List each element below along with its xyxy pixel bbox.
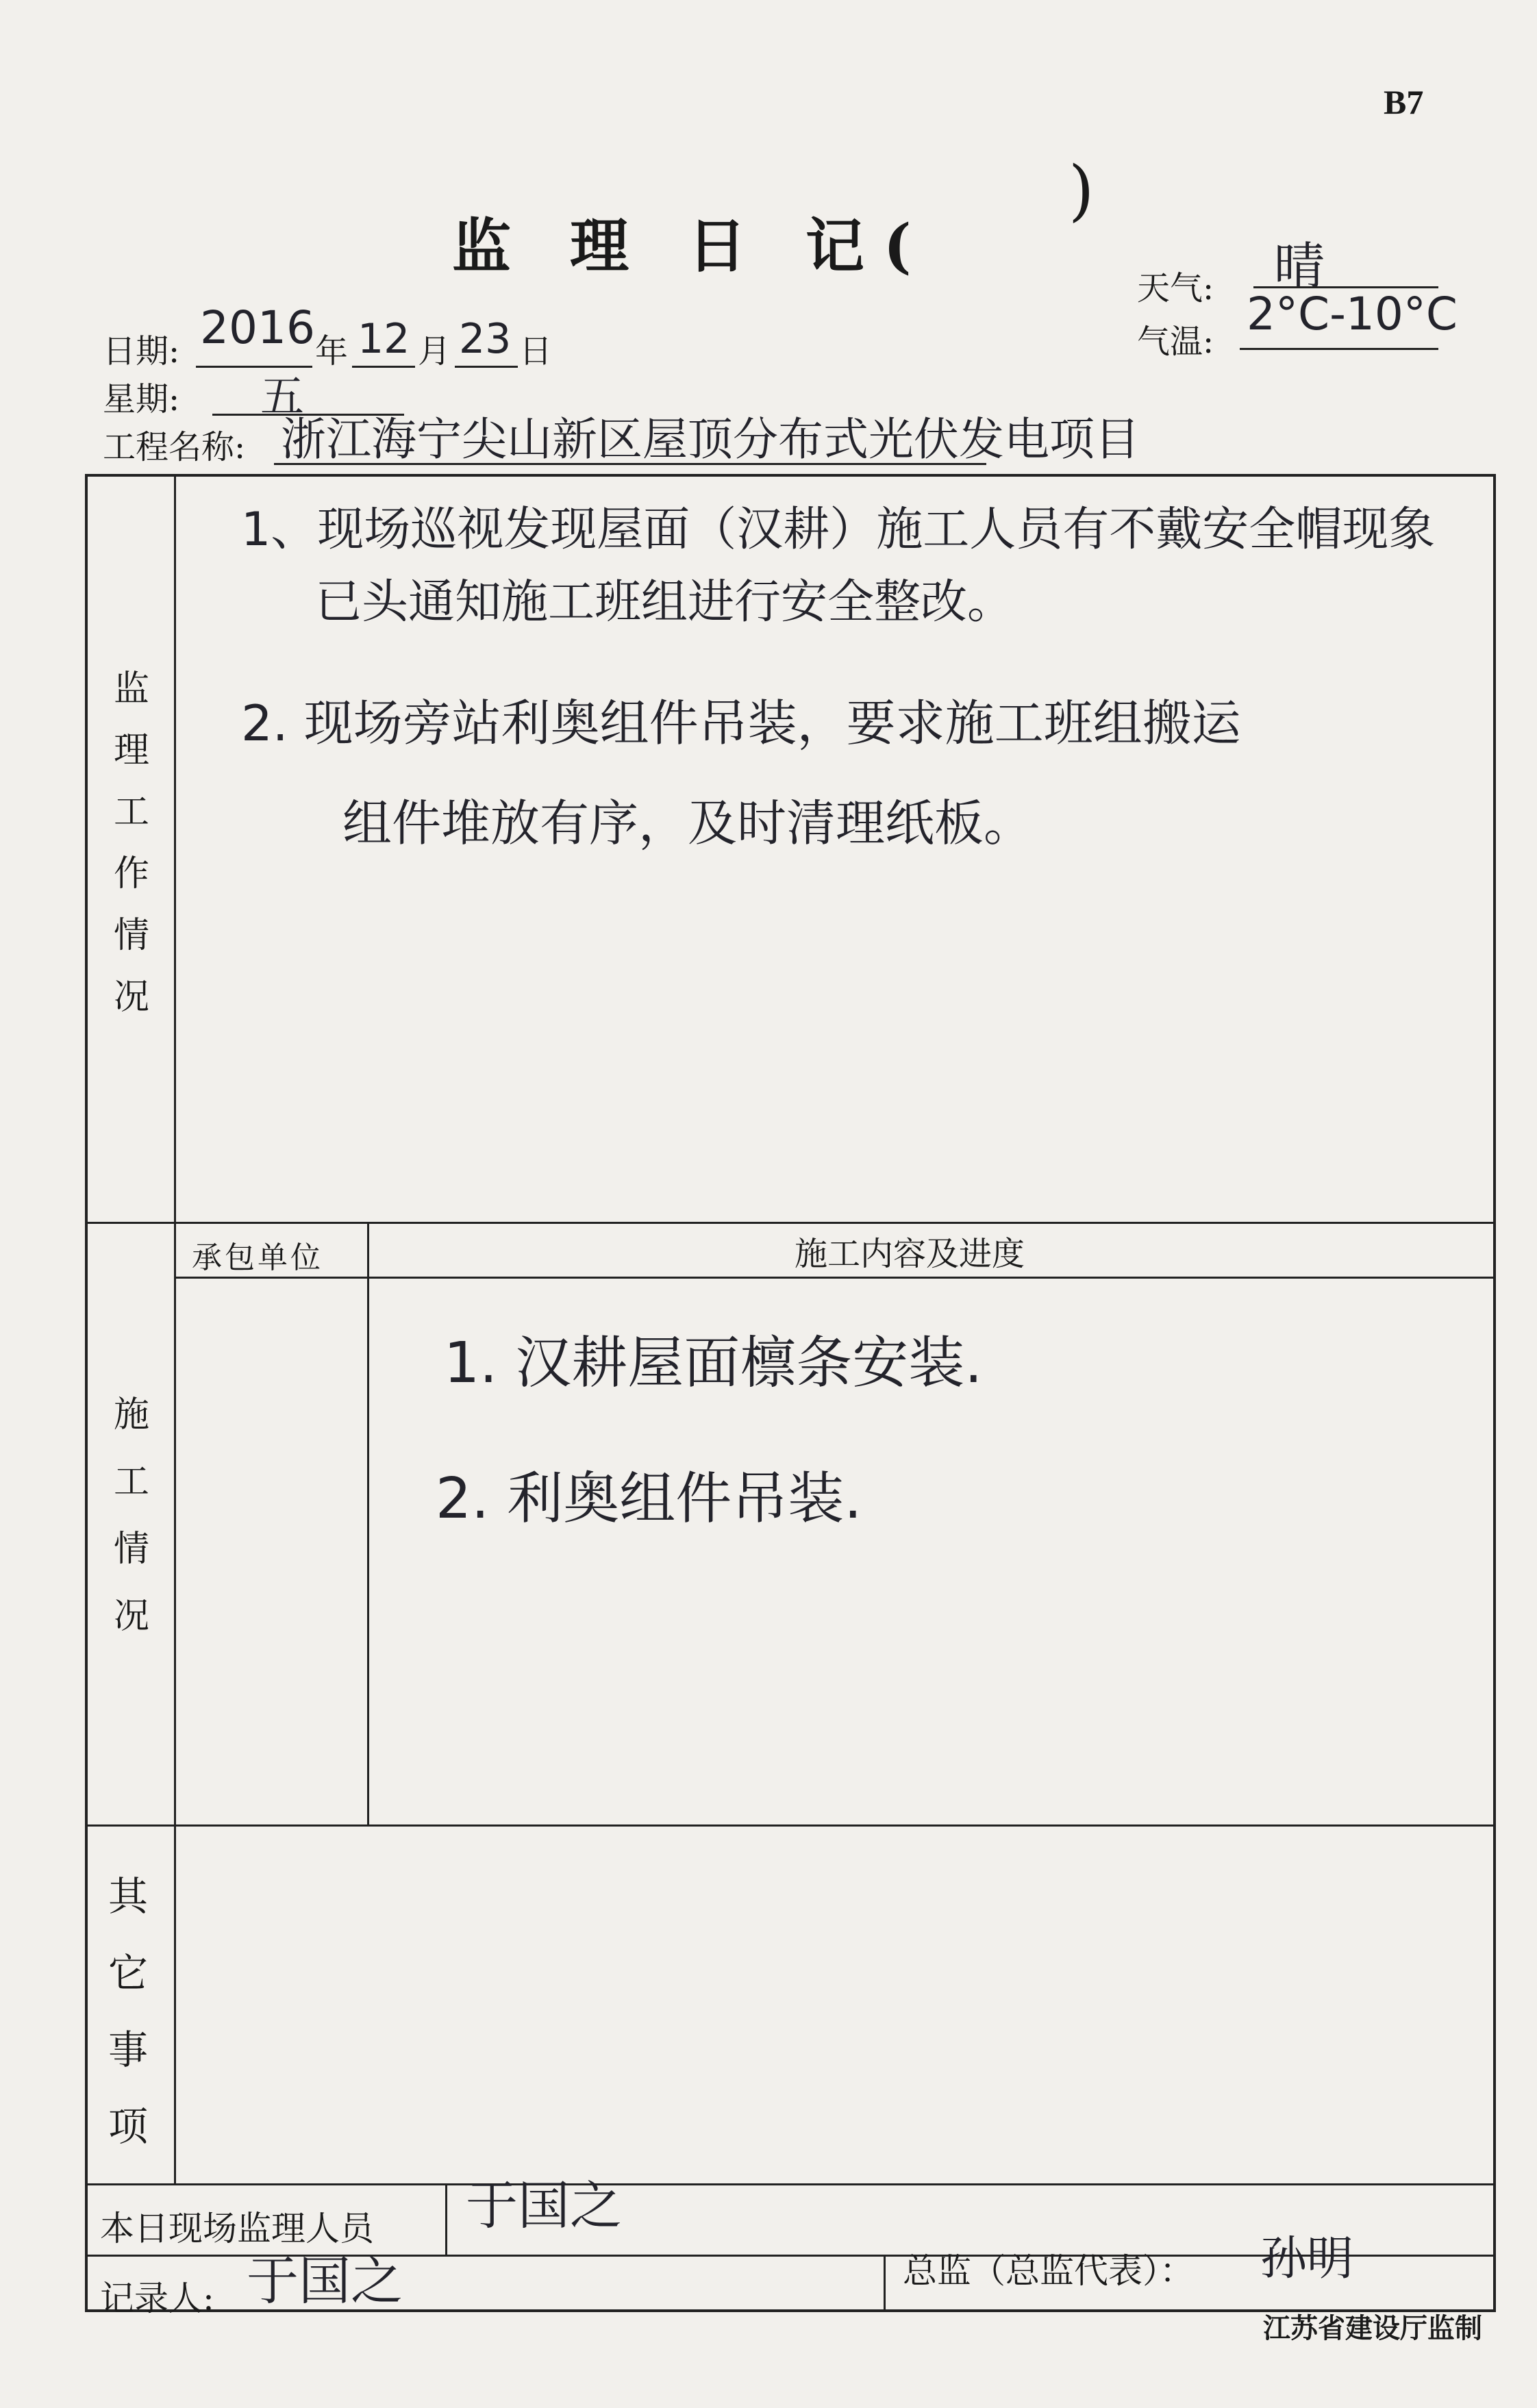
divider-contractor-column	[367, 1222, 369, 1824]
date-month: 12	[358, 315, 410, 363]
divider-onsite-label	[445, 2183, 447, 2255]
month-unit: 月	[418, 332, 451, 371]
contractor-header: 承包单位	[192, 1240, 323, 1275]
section-label-supervision: 监 理 工 作 情 况	[113, 668, 149, 1018]
day-unit: 日	[519, 332, 553, 371]
onsite-staff-signature: 于国之	[466, 2175, 622, 2236]
content-header: 施工内容及进度	[795, 1235, 1025, 1273]
weekday-label: 星期:	[103, 380, 180, 418]
issuer-note: 江苏省建设厅监制	[1263, 2312, 1482, 2344]
supervision-line-4: 组件堆放有序，及时清理纸板。	[342, 794, 1034, 852]
recorder-signature: 于国之	[247, 2250, 403, 2311]
chief-supervisor-label: 总监（总监代表）：	[903, 2251, 1194, 2291]
project-underline	[274, 463, 986, 465]
day-underline	[455, 366, 518, 368]
month-underline	[352, 366, 415, 368]
divider-other-bottom	[85, 2183, 1496, 2185]
weather-label: 天气:	[1137, 269, 1214, 308]
section-label-construction: 施 工 情 况	[113, 1394, 149, 1637]
temperature-underline	[1240, 348, 1438, 350]
divider-construction-header	[174, 1277, 1496, 1279]
divider-label-column	[174, 474, 176, 2183]
supervision-line-2: 已头通知施工班组进行安全整改。	[315, 575, 1014, 629]
supervision-line-1: 1、现场巡视发现屋面（汉耕）施工人员有不戴安全帽现象	[241, 503, 1436, 557]
divider-chief-cell	[884, 2255, 886, 2312]
weekday-value: 五	[260, 372, 304, 423]
year-unit: 年	[315, 332, 349, 371]
temperature-label: 气温:	[1137, 323, 1214, 361]
supervision-line-3: 2. 现场旁站利奥组件吊装，要求施工班组搬运	[241, 694, 1241, 752]
date-year: 2016	[200, 301, 315, 354]
section-label-other: 其 它 事 项	[108, 1873, 148, 2150]
date-day: 23	[459, 315, 512, 363]
weather-value: 晴	[1274, 237, 1325, 296]
construction-line-1: 1. 汉耕屋面檩条安装.	[444, 1331, 983, 1396]
date-label: 日期:	[103, 332, 180, 371]
construction-line-2: 2. 利奥组件吊装.	[436, 1466, 862, 1531]
onsite-staff-label: 本日现场监理人员	[100, 2209, 374, 2248]
chief-supervisor-signature: 孙明	[1260, 2232, 1354, 2286]
divider-construction-bottom	[85, 1824, 1496, 1827]
form-code: B7	[1384, 83, 1424, 121]
page-title: 监 理 日 记(	[452, 212, 931, 281]
project-name-value: 浙江海宁尖山新区屋顶分布式光伏发电项目	[281, 413, 1140, 466]
project-name-label: 工程名称:	[103, 428, 246, 466]
recorder-label: 记录人:	[100, 2279, 214, 2318]
temperature-value: 2°C-10°C	[1247, 288, 1458, 340]
title-close-paren: )	[1069, 152, 1095, 229]
divider-supervision-bottom	[85, 1222, 1496, 1224]
